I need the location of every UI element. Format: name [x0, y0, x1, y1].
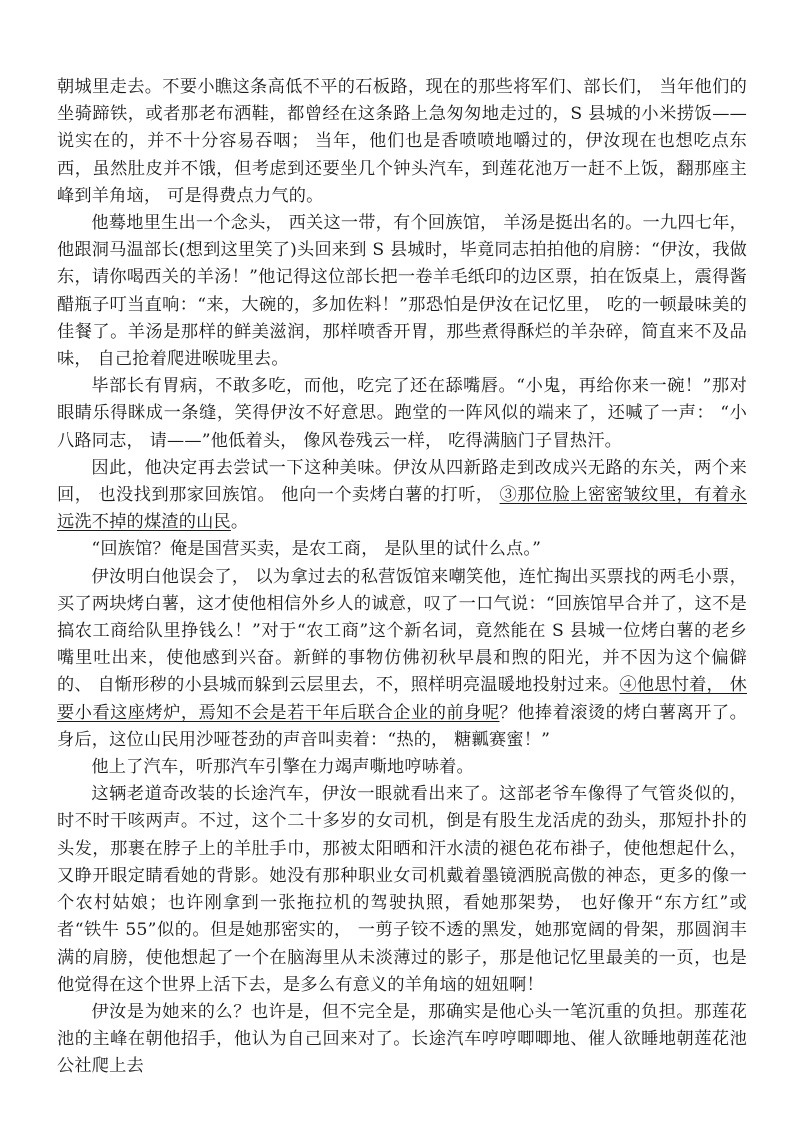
paragraph-text: “回族馆？俺是国营买卖，是农工商， 是队里的试什么点。”: [91, 539, 542, 560]
paragraph-text: 他上了汽车，听那汽车引擎在力竭声嘶地哼哧着。: [91, 757, 474, 778]
paragraph-6: [57, 564, 747, 754]
underlined-sentence-4: ④他思忖着， 休要小看这座烤炉，焉知不会是若干年后联合企业的前身呢: [57, 675, 747, 723]
paragraph-8: [57, 781, 747, 999]
text-column: [57, 74, 747, 1081]
paragraph-9: [57, 999, 747, 1081]
paragraph-text: 朝城里走去。不要小瞧这条高低不平的石板路，现在的那些将军们、部长们， 当年他们的坐骑蹄铁，或者那老布洒鞋，都曾经在这条路上急匆匆地走过的，S 县城的小米捞饭——说实在的，并不十分容易吞咽； 当年，他们也是香喷喷地嚼过的，伊汝现在也想吃点东西，虽然肚皮并不饿，但考虑到还要坐几个钟头汽车，到莲花池万一赶不上饭，翻那座主峰到羊角垴， 可是得费点力气的。: [57, 77, 747, 206]
paragraph-7: [57, 754, 747, 781]
paragraph-text: 他蓦地里生出一个念头， 西关这一带，有个回族馆， 羊汤是挺出名的。一九四七年，他跟洞马温部长(想到这里笑了)头回来到 S 县城时，毕竟同志拍拍他的肩膀：“伊汝，我做东，请你喝西关的羊汤！”他记得这位部长把一卷羊毛纸印的边区票，拍在饭桌上，震得酱醋瓶子叮当直响：“来，大碗的，多加佐料！”那恐怕是伊汝在记忆里， 吃的一顿最味美的佳餐了。羊汤是那样的鲜美滋润，那样喷香开胃，那些煮得酥烂的羊杂碎，简直来不及品味， 自己抢着爬进喉咙里去。: [57, 213, 747, 370]
paragraph-text: 因此，他决定再去尝试一下这种美味。伊汝从四新路走到改成兴无路的东关，两个来回， 也没找到那家回族馆。 他向一个卖烤白薯的打听，: [57, 457, 747, 506]
paragraph-text: ？他捧着滚烫的烤白薯离开了。身后，这位山民用沙哑苍劲的声音叫卖着：“热的， 糖瓤赛蜜！”: [57, 702, 747, 750]
paragraph-5: [57, 536, 747, 563]
paragraph-4: [57, 455, 747, 537]
paragraph-3: [57, 373, 747, 455]
paragraph-text: 毕部长有胃病，不敢多吃，而他，吃完了还在舔嘴唇。“小鬼，再给你来一碗！”那对眼睛乐得眯成一条缝，笑得伊汝不好意思。跑堂的一阵风似的端来了，还喊了一声： “小八路同志， 请——”他低着头， 像风卷残云一样， 吃得满脑门子冒热汗。: [57, 376, 747, 451]
paragraph-text: 伊汝明白他误会了， 以为拿过去的私营饭馆来嘲笑他，连忙掏出买票找的两毛小票，买了两块烤白薯，这才使他相信外乡人的诚意，叹了一口气说：“回族馆早合并了，这不是搞农工商给队里挣钱么！”对于“农工商”这个新名词，竟然能在 S 县城一位烤白薯的老乡嘴里吐出来，使他感到兴奋。新鲜的事物仿佛初秋早晨和煦的阳光，并不因为这个偏僻的、 自惭形秽的小县城而躲到云层里去，不，照样明亮温暖地投射过来。: [57, 566, 747, 696]
paragraph-2: [57, 210, 747, 373]
paragraph-text: 伊汝是为她来的么？也许是，但不完全是，那确实是他心头一笔沉重的负担。那莲花池的主峰在朝他招手，他认为自己回来对了。长途汽车哼哼唧唧地、催人欲睡地朝莲花池公社爬上去: [57, 1001, 747, 1077]
paragraph-text: 这辆老道奇改装的长途汽车，伊汝一眼就看出来了。这部老爷车像得了气管炎似的，时不时干咳两声。不过，这个二十多岁的女司机，倒是有股生龙活虎的劲头，那短扑扑的头发，那裹在脖子上的羊肚手巾，那被太阳晒和汗水渍的褪色花布褂子，使他想起什么，又睁开眼定睛看她的背影。她没有那种职业女司机戴着墨镜洒脱高傲的神态，更多的像一个农村姑娘；也许刚拿到一张拖拉机的驾驶执照，看她那架势， 也好像开“东方红”或者“铁牛 55”似的。但是她那密实的， 一剪子铰不透的黑发，她那宽阔的骨架，那圆润丰满的肩膀，使他想起了一个在脑海里从未淡薄过的影子，那是他记忆里最美的一页，也是他觉得在这个世界上活下去，是多么有意义的羊角垴的妞妞啊！: [57, 784, 747, 995]
underlined-sentence-3: ③那位脸上密密皱纹里，有着永远洗不掉的煤渣的山民: [57, 485, 747, 533]
paragraph-text: 。: [230, 512, 249, 533]
paragraph-1: [57, 74, 747, 210]
